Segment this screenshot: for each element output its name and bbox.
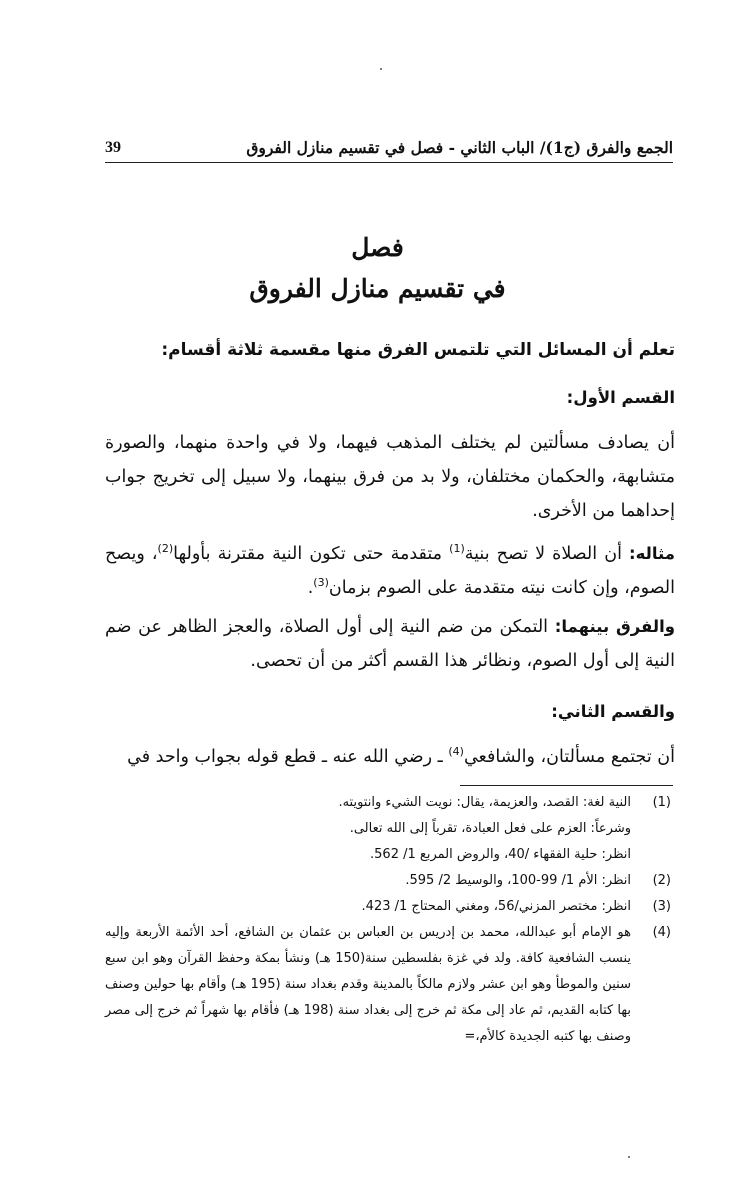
running-header-title: الجمع والفرق (ج1)/ الباب الثاني - فصل في تقسيم منازل الفروق xyxy=(246,138,673,157)
intro-statement: تعلم أن المسائل التي تلتمس الفرق منها مقسمة ثلاثة أقسام: xyxy=(161,340,675,360)
footnote-line: انظر: حلية الفقهاء /40، والروض المربع 1/ 562. xyxy=(370,847,631,862)
chapter-heading: فصل xyxy=(351,233,404,262)
footnote-line: النية لغة: القصد، والعزيمة، يقال: نويت الشيء وانتويته. xyxy=(338,795,631,810)
section-1-paragraph: أن يصادف مسألتين لم يختلف المذهب فيهما، ولا في واحدة منهما، والصورة متشابهة، والحكمان مختلفان، ولا بد من فرق بينهما، ولا سبيل إلى تخريج جواب إحداهما من الأخرى. xyxy=(105,433,675,521)
section-1-title: القسم الأول: xyxy=(566,388,675,407)
section-2-paragraph xyxy=(105,740,675,774)
example-paragraph xyxy=(105,537,675,605)
footnote-ref-3[interactable]: (3) xyxy=(313,576,329,590)
section-2-text-b: ـ رضي الله عنه ـ قطع قوله بجواب واحد في xyxy=(127,747,443,767)
example-text-a: أن الصلاة لا تصح بنية xyxy=(464,544,622,564)
section-2-title: والقسم الثاني: xyxy=(551,702,675,721)
footnote-line: وشرعاً: العزم على فعل العبادة، تقرباً إلى الله تعالى. xyxy=(349,821,631,836)
footnote-line: انظر: الأم 1/ 99-100، والوسيط 2/ 595. xyxy=(405,873,631,888)
footnote-2 xyxy=(105,868,671,894)
footnote-separator xyxy=(460,785,673,786)
scan-speck xyxy=(380,68,382,70)
chapter-subheading: في تقسيم منازل الفروق xyxy=(249,274,506,303)
footnote-ref-1[interactable]: (1) xyxy=(449,542,465,556)
example-text-b: متقدمة حتى تكون النية مقترنة بأولها xyxy=(173,544,443,564)
footnote-1 xyxy=(105,790,671,868)
example-label: مثاله: xyxy=(629,544,675,563)
difference-paragraph xyxy=(105,610,675,678)
footnote-number: (4) xyxy=(652,925,671,940)
scan-speck xyxy=(628,1156,630,1158)
footnote-ref-2[interactable]: (2) xyxy=(157,542,174,556)
example-text-c: ، ويصح الصوم، وإن كانت نيته متقدمة على الصوم بزمان xyxy=(105,544,675,598)
footnotes xyxy=(105,790,671,1050)
page-number: 39 xyxy=(105,139,121,156)
footnote-number: (2) xyxy=(652,873,671,888)
footnote-ref-4[interactable]: (4) xyxy=(448,745,464,759)
footnote-line: انظر: مختصر المزني/56، ومغني المحتاج 1/ 423. xyxy=(361,899,631,914)
example-text-d: . xyxy=(307,578,314,598)
footnote-line: هو الإمام أبو عبدالله، محمد بن إدريس بن العباس بن عثمان بن الشافع، أحد الأئمة الأربعة وإليه ينسب الشافعية كافة. ولد في غزة بفلسطين سنة(150 هـ) ونشأ بمكة وحفظ القرآن وهو ابن سبع سنين والموطأ وهو ابن عشر ولازم مالكاً بالمدينة وقدم بغداد سنة (195 هـ) وأقام بها حولين وصنف بها كتابه القديم، ثم عاد إلى مكة ثم خرج إلى بغداد سنة (198 هـ) فأقام بها شهراً ثم خرج إلى مصر وصنف بها كتبه الجديدة كالأم،= xyxy=(105,925,631,1044)
footnote-3 xyxy=(105,894,671,920)
difference-text: التمكن من ضم النية إلى أول الصلاة، والعجز الظاهر عن ضم النية إلى أول الصوم، ونظائر هذا القسم أكثر من أن تحصى. xyxy=(105,617,675,671)
section-2-text-a: أن تجتمع مسألتان، والشافعي xyxy=(463,747,675,767)
footnote-number: (3) xyxy=(652,899,671,914)
footnote-4 xyxy=(105,920,671,1050)
footnote-number: (1) xyxy=(652,795,671,810)
running-header xyxy=(105,126,673,163)
difference-label: والفرق بينهما: xyxy=(554,617,675,636)
